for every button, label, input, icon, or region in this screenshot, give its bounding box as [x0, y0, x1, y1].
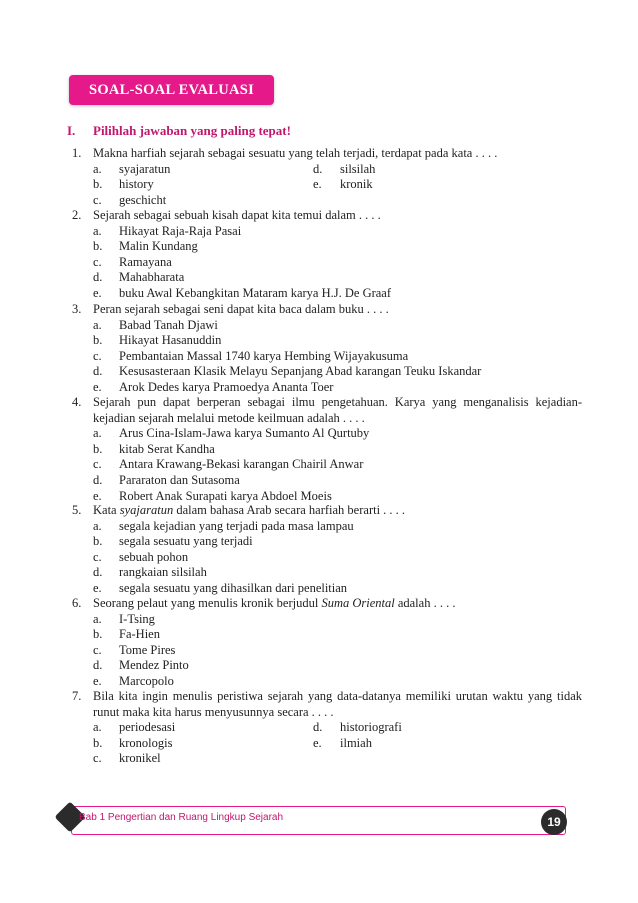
option-row: [93, 736, 582, 752]
option-letter: e.: [93, 488, 102, 503]
option-text: ilmiah: [340, 735, 372, 750]
option-letter: e.: [313, 177, 322, 192]
option-letter: a.: [93, 611, 102, 626]
options: [93, 612, 582, 690]
question-text: [93, 596, 582, 612]
option-letter: b.: [93, 627, 103, 642]
option-letter: a.: [93, 223, 102, 238]
option-letter: b.: [93, 333, 103, 348]
option-text: Kesusasteraan Klasik Melayu Sepanjang Abad karangan Teuku Iskandar: [119, 364, 482, 379]
option-text: Malin Kundang: [119, 239, 198, 254]
option-letter: d.: [313, 161, 323, 176]
option-text: Ramayana: [119, 254, 172, 269]
option-row: [93, 627, 582, 643]
option-letter: d.: [313, 720, 323, 735]
option-letter: d.: [93, 565, 103, 580]
option-letter: b.: [93, 441, 103, 456]
question-2: [72, 208, 582, 302]
option-text: Pararaton dan Sutasoma: [119, 472, 240, 487]
option-letter: d.: [93, 364, 103, 379]
option-text: sebuah pohon: [119, 549, 189, 564]
option-text: Mahabharata: [119, 270, 185, 285]
question-text-part: adalah . . . .: [394, 596, 456, 610]
option-letter: e.: [313, 735, 322, 750]
question-text: [93, 503, 582, 519]
option-letter: a.: [93, 720, 102, 735]
question-number: 3.: [72, 302, 82, 316]
option-text: periodesasi: [119, 720, 176, 735]
option-text: segala sesuatu yang dihasilkan dari penelitian: [119, 580, 348, 595]
section-number: I.: [67, 123, 76, 138]
question-6: [72, 596, 582, 690]
option-text: kronologis: [119, 735, 173, 750]
option-text: geschicht: [119, 192, 167, 207]
option-text: Babad Tanah Djawi: [119, 317, 218, 332]
option-row: [93, 658, 582, 674]
question-5: [72, 503, 582, 597]
options: [93, 162, 582, 209]
option-letter: d.: [93, 270, 103, 285]
option-row: [93, 239, 582, 255]
option-letter: b.: [93, 177, 103, 192]
option-row: [93, 565, 582, 581]
option-row: [93, 426, 582, 442]
option-row: [93, 193, 582, 209]
option-text: buku Awal Kebangkitan Mataram karya H.J. De Graaf: [119, 285, 392, 300]
option-text: Robert Anak Surapati karya Abdoel Moeis: [119, 488, 332, 503]
question-number: 5.: [72, 503, 82, 517]
question-4: [72, 395, 582, 504]
option-text: Marcopolo: [119, 673, 174, 688]
option-row: [93, 489, 582, 505]
question-number: 4.: [72, 395, 82, 409]
option-row: [93, 380, 582, 396]
option-text: Pembantaian Massal 1740 karya Hembing Wijayakusuma: [119, 348, 409, 363]
options: [93, 720, 582, 767]
option-row: [93, 442, 582, 458]
option-row: [93, 550, 582, 566]
options: [93, 519, 582, 597]
option-row: [93, 270, 582, 286]
option-row: [93, 318, 582, 334]
options: [93, 224, 582, 302]
section-banner: [69, 75, 274, 105]
page-number: 19: [541, 809, 567, 835]
question-text-italic: Suma Oriental: [321, 596, 395, 610]
options: [93, 426, 582, 504]
option-letter: a.: [93, 426, 102, 441]
footer-chapter-title: Bab 1 Pengertian dan Ruang Lingkup Sejarah: [79, 812, 284, 823]
question-number: 7.: [72, 689, 82, 703]
option-text: Arus Cina-Islam-Jawa karya Sumanto Al Qurtuby: [119, 426, 370, 441]
option-text: Hikayat Raja-Raja Pasai: [119, 223, 242, 238]
option-row: [93, 177, 582, 193]
question-text-part: dalam bahasa Arab secara harfiah berarti . . . .: [173, 503, 406, 517]
question-3: [72, 302, 582, 396]
option-letter: b.: [93, 534, 103, 549]
option-letter: c.: [93, 751, 102, 766]
option-row: [93, 581, 582, 597]
option-letter: b.: [93, 239, 103, 254]
question-text: Makna harfiah sejarah sebagai sesuatu yang telah terjadi, terdapat pada kata . . . .: [93, 146, 498, 160]
option-row: [93, 612, 582, 628]
option-letter: e.: [93, 379, 102, 394]
option-text: segala kejadian yang terjadi pada masa lampau: [119, 518, 354, 533]
option-row: [93, 333, 582, 349]
option-text: kronikel: [119, 751, 161, 766]
option-letter: c.: [93, 348, 102, 363]
option-text: kronik: [340, 177, 373, 192]
option-letter: c.: [93, 192, 102, 207]
question-number: 6.: [72, 596, 82, 610]
option-letter: a.: [93, 161, 102, 176]
option-letter: c.: [93, 642, 102, 657]
option-text: Antara Krawang-Bekasi karangan Chairil Anwar: [119, 457, 364, 472]
question-7: [72, 689, 582, 767]
option-row: [93, 286, 582, 302]
option-text: rangkaian silsilah: [119, 565, 207, 580]
option-row: [93, 349, 582, 365]
option-row: [93, 473, 582, 489]
option-text: syajaratun: [119, 161, 171, 176]
option-letter: c.: [93, 457, 102, 472]
question-number: 2.: [72, 208, 82, 222]
option-row: [93, 643, 582, 659]
option-letter: e.: [93, 285, 102, 300]
section-instruction: Pilihlah jawaban yang paling tepat!: [93, 123, 291, 138]
option-row: [93, 255, 582, 271]
option-row: [93, 720, 582, 736]
option-row: [93, 457, 582, 473]
option-text: I-Tsing: [119, 611, 155, 626]
question-number: 1.: [72, 146, 82, 160]
option-text: Tome Pires: [119, 642, 176, 657]
option-letter: d.: [93, 472, 103, 487]
question-text: Peran sejarah sebagai seni dapat kita baca dalam buku . . . .: [93, 302, 389, 316]
option-letter: a.: [93, 317, 102, 332]
option-row: [93, 751, 582, 767]
option-letter: e.: [93, 673, 102, 688]
option-text: Fa-Hien: [119, 627, 160, 642]
option-row: [93, 364, 582, 380]
question-text: Sejarah pun dapat berperan sebagai ilmu pengetahuan. Karya yang menganalisis kejadian-kejadian sejarah melalui metode keilmuan adalah . . . .: [93, 395, 582, 425]
option-row: [93, 534, 582, 550]
option-letter: e.: [93, 580, 102, 595]
option-letter: a.: [93, 518, 102, 533]
question-text: Bila kita ingin menulis peristiwa sejarah yang data-datanya memiliki urutan waktu yang tidak runut maka kita harus menyusunnya secara . . . .: [93, 689, 582, 719]
options: [93, 318, 582, 396]
option-text: historiografi: [340, 720, 402, 735]
question-text-part: Seorang pelaut yang menulis kronik berjudul: [93, 596, 322, 610]
option-letter: b.: [93, 735, 103, 750]
option-row: [93, 519, 582, 535]
question-1: [72, 146, 582, 208]
option-row: [93, 224, 582, 240]
option-text: kitab Serat Kandha: [119, 441, 215, 456]
option-row: [93, 162, 582, 178]
option-text: silsilah: [340, 161, 376, 176]
option-row: [93, 674, 582, 690]
option-text: Hikayat Hasanuddin: [119, 333, 222, 348]
question-text-part: Kata: [93, 503, 120, 517]
banner-title: SOAL-SOAL EVALUASI: [88, 82, 255, 98]
option-text: segala sesuatu yang terjadi: [119, 534, 253, 549]
option-text: history: [119, 177, 154, 192]
option-letter: c.: [93, 254, 102, 269]
option-text: Mendez Pinto: [119, 658, 189, 673]
question-text: Sejarah sebagai sebuah kisah dapat kita temui dalam . . . .: [93, 208, 381, 222]
option-letter: d.: [93, 658, 103, 673]
option-letter: c.: [93, 549, 102, 564]
option-text: Arok Dedes karya Pramoedya Ananta Toer: [119, 379, 334, 394]
question-text-italic: syajaratun: [119, 503, 174, 517]
